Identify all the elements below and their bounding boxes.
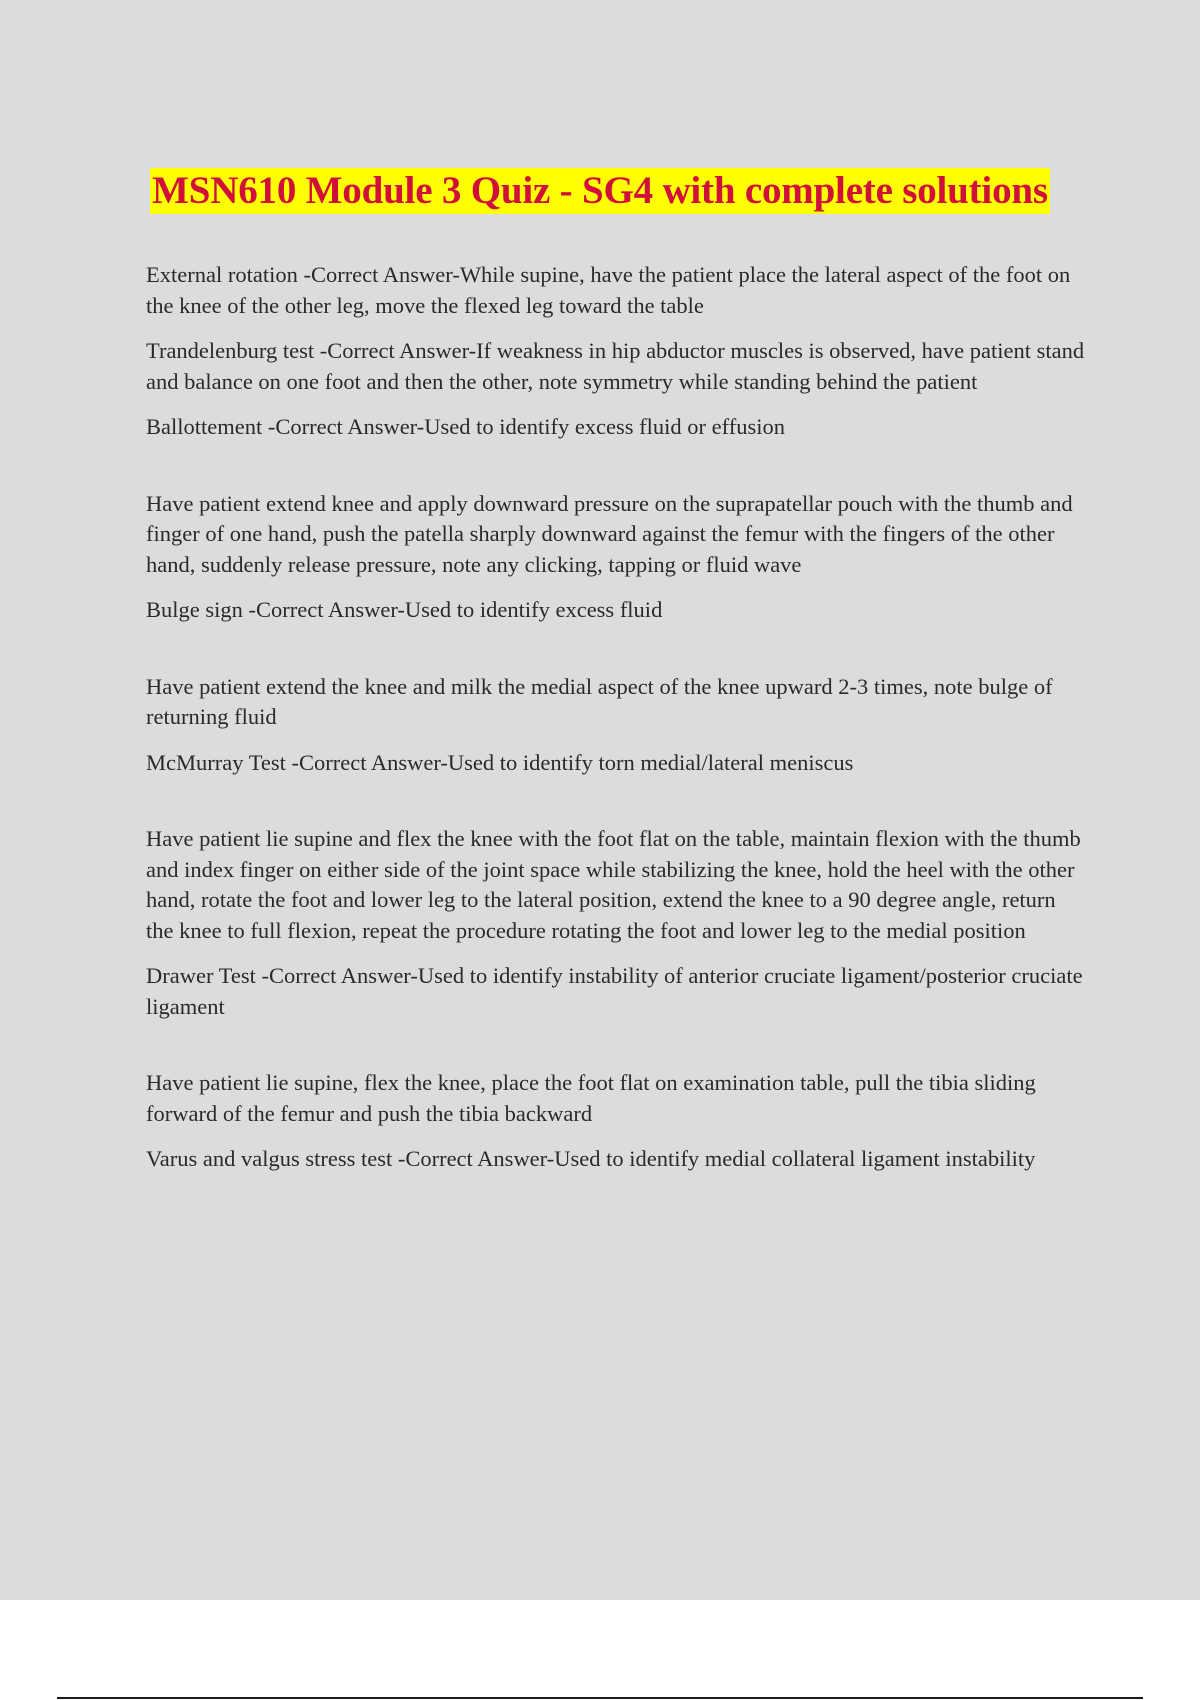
paragraph-external-rotation: External rotation -Correct Answer-While supine, have the patient place the lateral aspect of the foot on the knee of the other leg, move the flexed leg toward the table: [146, 262, 1071, 318]
document-body: [146, 260, 1086, 1190]
paragraph-trandelenburg-test: Trandelenburg test -Correct Answer-If weakness in hip abductor muscles is observed, have patient stand and balance on one foot and then the other, note symmetry while standing behind the patient: [146, 338, 1085, 394]
title-container: [0, 168, 1200, 214]
bottom-divider: [57, 1697, 1143, 1699]
paragraph-bulge-sign: Bulge sign -Correct Answer-Used to identify excess fluid: [146, 597, 663, 622]
paragraph-drawer-procedure: Have patient lie supine, flex the knee, place the foot flat on examination table, pull the tibia sliding forward of the femur and push the tibia backward: [146, 1070, 1036, 1126]
paragraph-mcmurray-procedure: Have patient lie supine and flex the knee with the foot flat on the table, maintain flexion with the thumb and index finger on either side of the joint space while stabilizing the knee, hold the heel with the other hand, rotate the foot and lower leg to the lateral position, extend the knee to a 90 degree angle, return the knee to full flexion, repeat the procedure rotating the foot and lower leg to the medial position: [146, 826, 1081, 943]
paragraph-ballottement: Ballottement -Correct Answer-Used to identify excess fluid or effusion: [146, 414, 785, 439]
paragraph-bulge-sign-procedure: Have patient extend the knee and milk the medial aspect of the knee upward 2-3 times, note bulge of returning fluid: [146, 673, 1053, 729]
document-title: MSN610 Module 3 Quiz - SG4 with complete solutions: [152, 169, 1048, 212]
paragraph-mcmurray-test: McMurray Test -Correct Answer-Used to identify torn medial/lateral meniscus: [146, 749, 854, 775]
paragraph-varus-valgus-test: Varus and valgus stress test -Correct Answer-Used to identify medial collateral ligament instability: [146, 1146, 1036, 1171]
paragraph-drawer-test: Drawer Test -Correct Answer-Used to identify instability of anterior cruciate ligament/posterior cruciate ligament: [146, 963, 1083, 1019]
paragraph-ballottement-procedure: Have patient extend knee and apply downward pressure on the suprapatellar pouch with the thumb and finger of one hand, push the patella sharply downward against the femur with the fingers of the other hand, suddenly release pressure, note any clicking, tapping or fluid wave: [146, 490, 1073, 577]
